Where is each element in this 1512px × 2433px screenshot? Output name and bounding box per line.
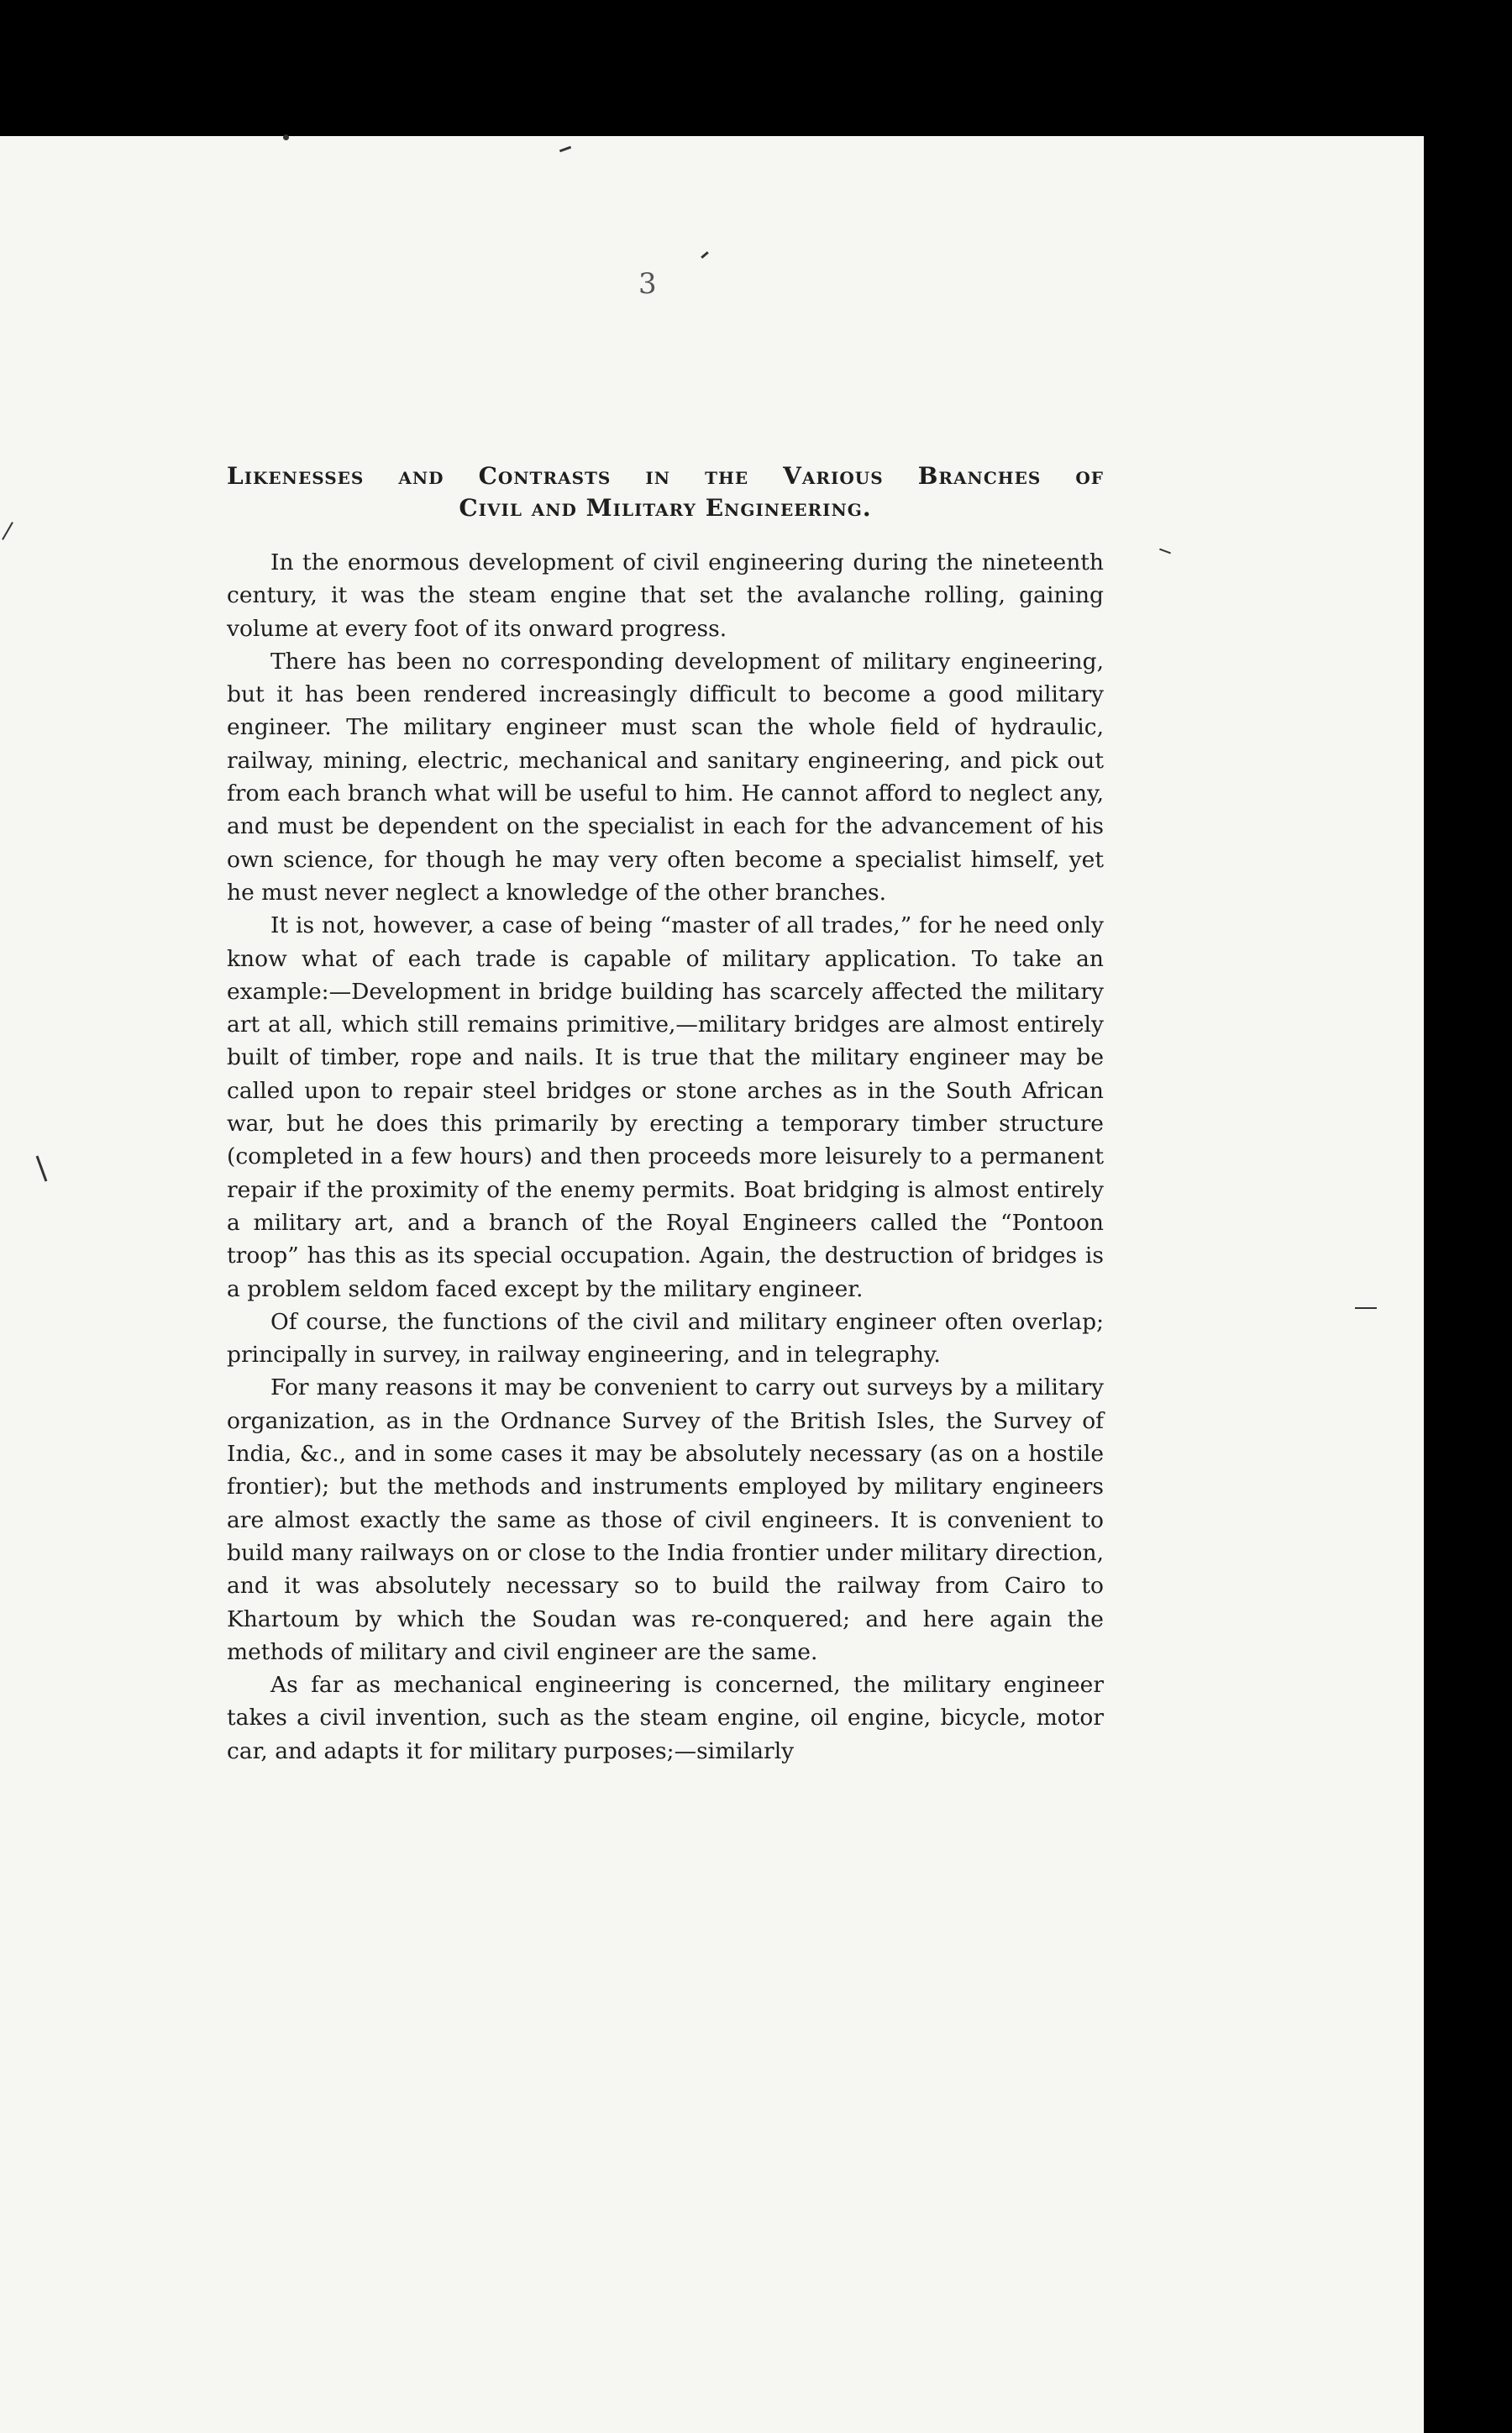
heading-line-1: Likenesses and Contrasts in the Various Branches of	[227, 462, 1104, 490]
article-heading	[227, 460, 1104, 524]
article	[227, 460, 1104, 1768]
paragraph: It is not, however, a case of being “master of all trades,” for he need only know what of each trade is capable of military application. To take an example:—Development in bridge building has scarcely affected the military art at all, which still remains primitive,—military bridges are almost entirely built of timber, rope and nails. It is true that the military engineer may be called upon to repair steel bridges or stone arches as in the South African war, but he does this primarily by erecting a temporary timber structure (completed in a few hours) and then proceeds more leisurely to a permanent repair if the proximity of the enemy permits. Boat bridging is almost entirely a military art, and a branch of the Royal Engineers called the “Pontoon troop” has this as its special occupation. Again, the destruction of bridges is a problem seldom faced except by the military engineer.	[227, 912, 1104, 1302]
paragraph: As far as mechanical engineering is concerned, the military engineer takes a civil invention, such as the steam engine, oil engine, bicycle, motor car, and adapts it for military purposes;—similarly	[227, 1672, 1104, 1764]
paragraph: In the enormous development of civil engineering during the nineteenth century, it was the steam engine that set the avalanche rolling, gaining volume at every foot of its onward progress.	[227, 549, 1104, 642]
page-number: 3	[638, 267, 657, 301]
paragraph: Of course, the functions of the civil and military engineer often overlap; principally in survey, in railway engineering, and in telegraphy.	[227, 1308, 1104, 1369]
paragraph: There has been no corresponding development of military engineering, but it has been rendered increasingly difficult to become a good military engineer. The military engineer must scan the whole field of hydraulic, railway, mining, electric, mechanical and sanitary engineering, and pick out from each branch what will be useful to him. He cannot afford to neglect any, and must be dependent on the specialist in each for the advancement of his own science, for though he may very often become a specialist himself, yet he must never neglect a knowledge of the other branches.	[227, 648, 1104, 906]
scan-speck	[1355, 1307, 1377, 1309]
scan-speck	[283, 134, 289, 140]
paragraph: For many reasons it may be convenient to carry out surveys by a military organization, as in the Ordnance Survey of the British Isles, the Survey of India, &c., and in some cases it may be absolutely necessary (as on a hostile frontier); but the methods and instruments employed by military engineers are almost exactly the same as those of civil engineers. It is convenient to build many railways on or close to the India frontier under military direction, and it was absolutely necessary so to build the railway from Cairo to Khartoum by which the Soudan was re-conquered; and here again the methods of military and civil engineer are the same.	[227, 1374, 1104, 1665]
heading-line-2: Civil and Military Engineering.	[459, 494, 872, 522]
